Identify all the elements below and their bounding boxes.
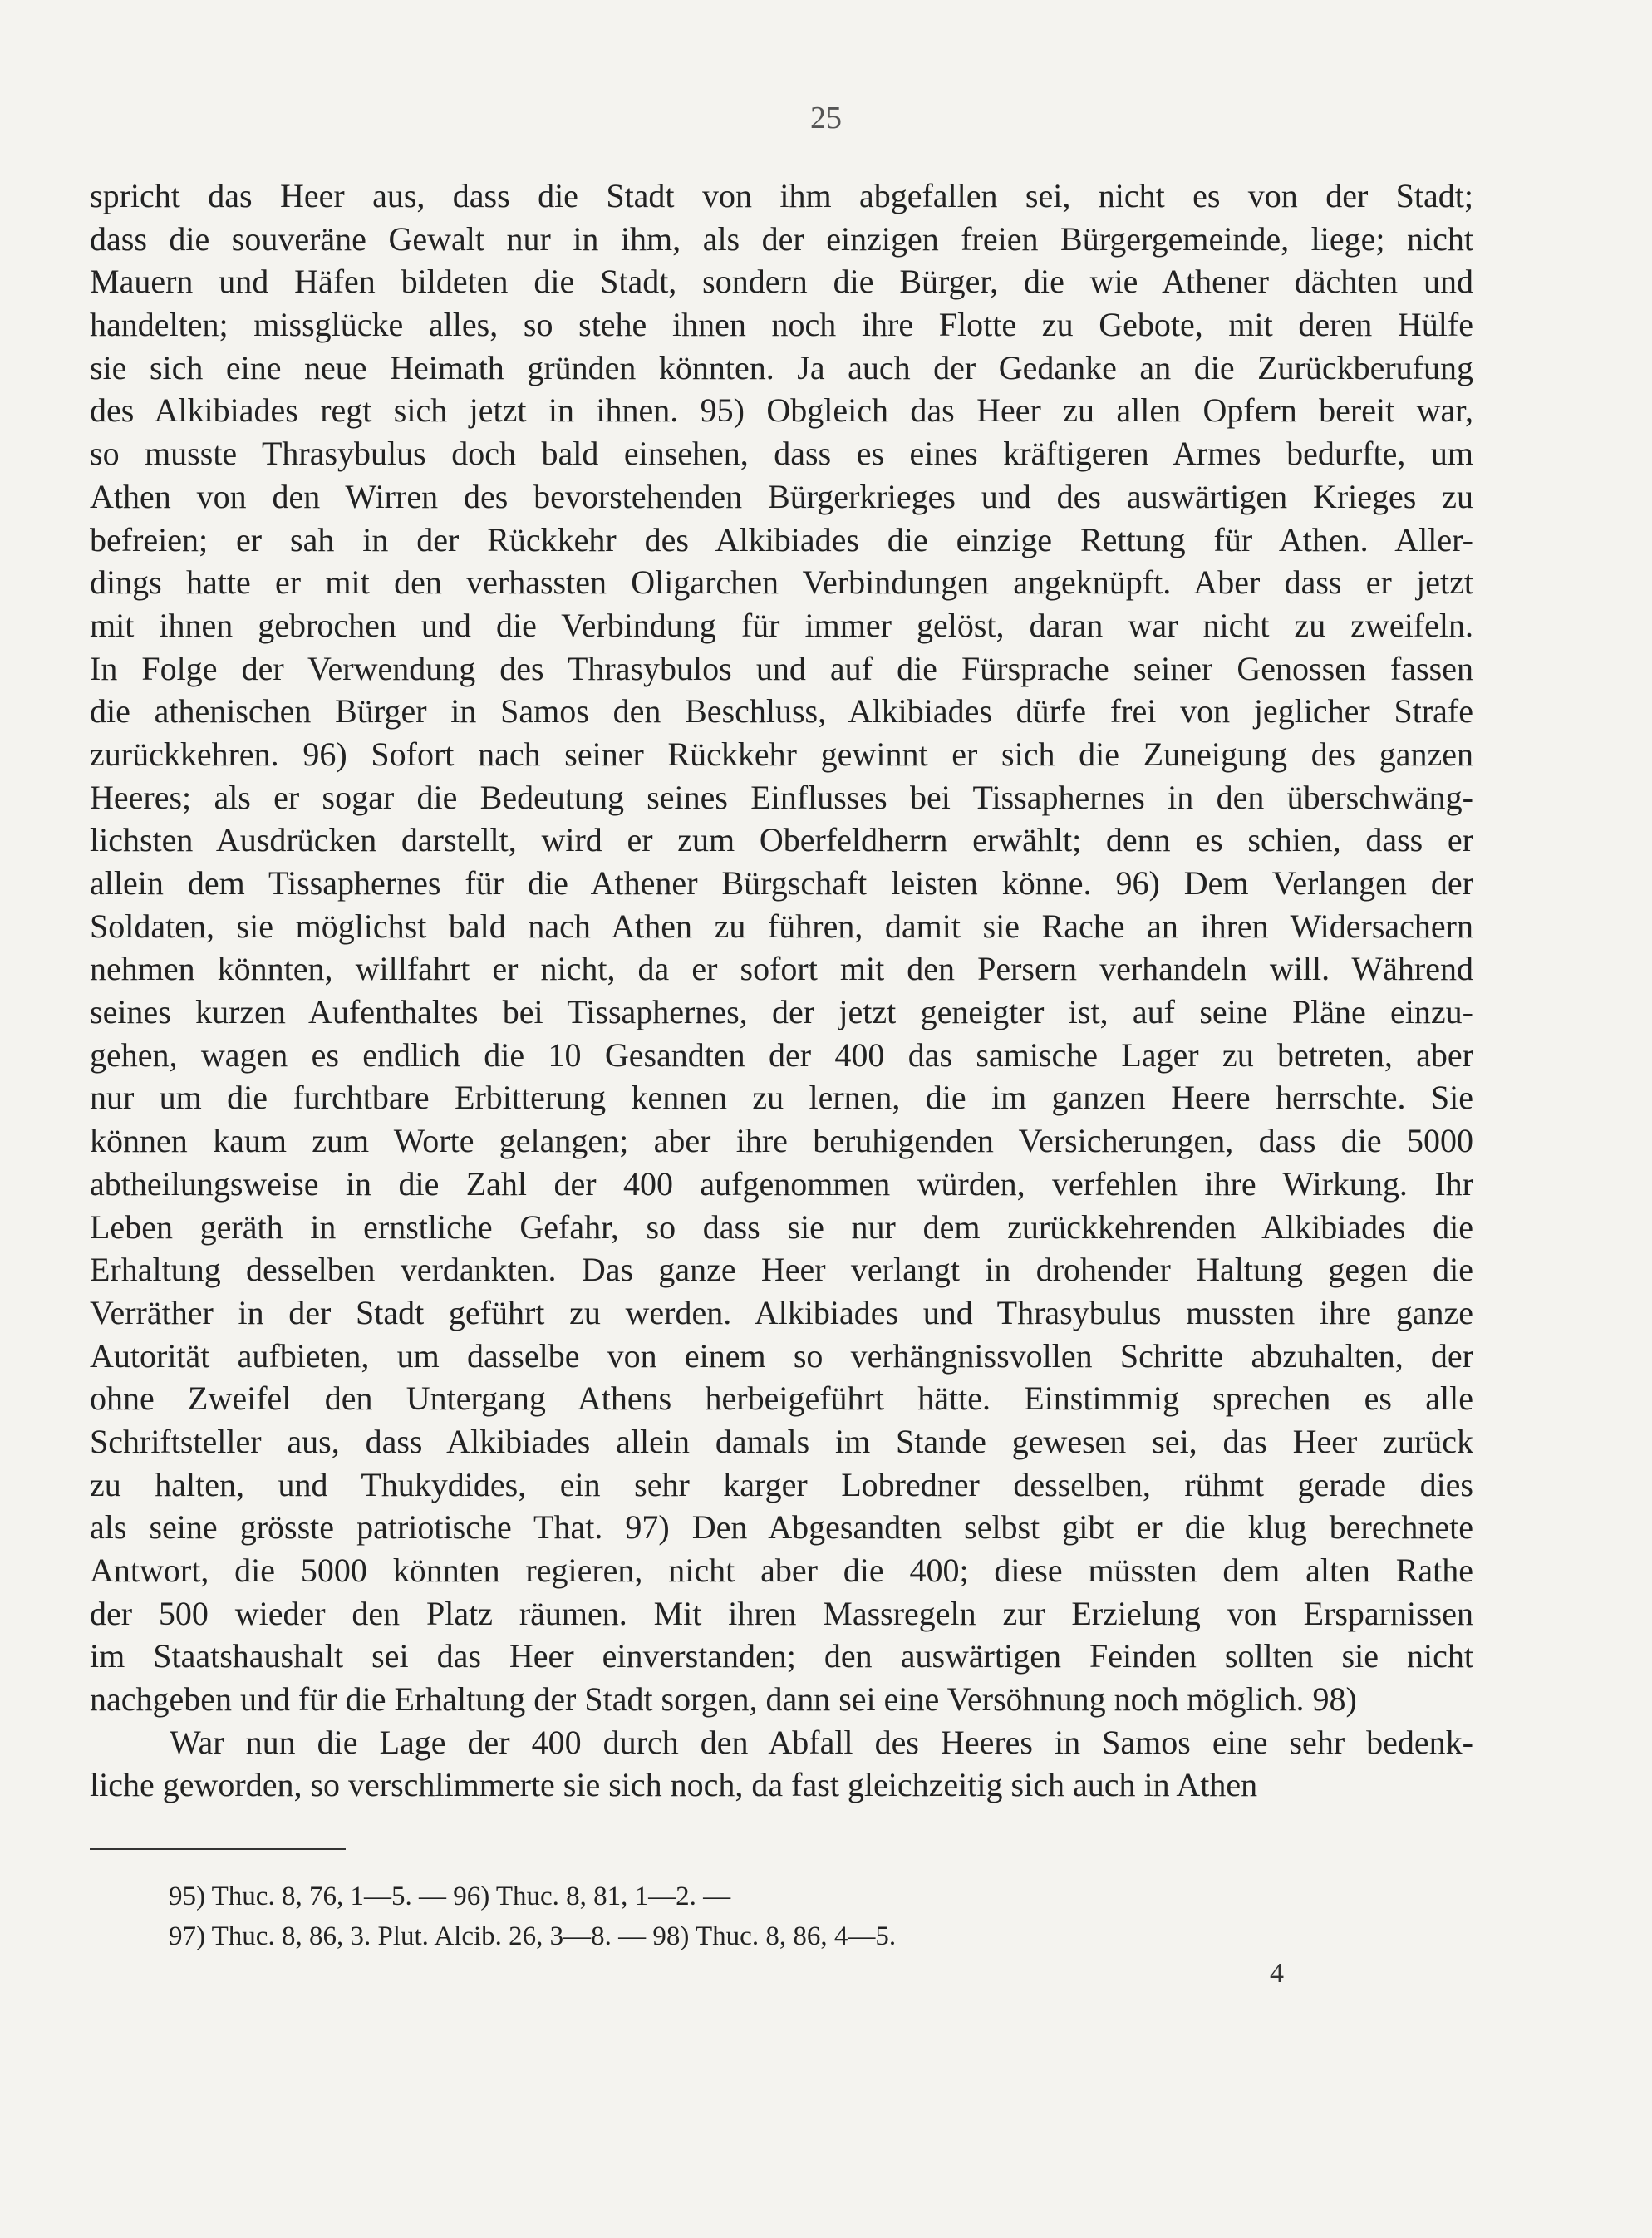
text-line: allein dem Tissaphernes für die Athener Bürgschaft leisten könne. 96) Dem Verlangen der <box>90 864 1473 902</box>
text-line: des Alkibiades regt sich jetzt in ihnen. 95) Obgleich das Heer zu allen Opfern bereit war, <box>90 391 1473 430</box>
text-line: befreien; er sah in der Rückkehr des Alkibiades die einzige Rettung für Athen. Aller- <box>90 520 1473 558</box>
body-text <box>90 175 1473 1807</box>
text-line: War nun die Lage der 400 durch den Abfall des Heeres in Samos eine sehr bedenk- <box>170 1723 1473 1761</box>
text-line: Autorität aufbieten, um dasselbe von einem so verhängnissvollen Schritte abzuhalten, der <box>90 1336 1473 1375</box>
text-line: In Folge der Verwendung des Thrasybulos und auf die Fürsprache seiner Genossen fassen <box>90 649 1473 687</box>
footnote-line: 95) Thuc. 8, 76, 1—5. — 96) Thuc. 8, 81, 1—2. — <box>169 1881 731 1911</box>
text-line: handelten; missglücke alles, so stehe ihnen noch ihre Flotte zu Gebote, mit deren Hülfe <box>90 306 1473 344</box>
text-line: können kaum zum Worte gelangen; aber ihre beruhigenden Versicherungen, dass die 5000 <box>90 1122 1473 1160</box>
text-line: im Staatshaushalt sei das Heer einverstanden; den auswärtigen Feinden sollten sie nicht <box>90 1637 1473 1675</box>
text-line: dass die souveräne Gewalt nur in ihm, als der einzigen freien Bürgergemeinde, liege; nicht <box>90 219 1473 258</box>
footnotes <box>169 1876 1415 1956</box>
text-line: Leben geräth in ernstliche Gefahr, so dass sie nur dem zurückkehrenden Alkibiades die <box>90 1208 1473 1246</box>
text-line: zurückkehren. 96) Sofort nach seiner Rückkehr gewinnt er sich die Zuneigung des ganzen <box>90 735 1473 773</box>
text-line: Erhaltung desselben verdankten. Das ganze Heer verlangt in drohender Haltung gegen die <box>90 1251 1473 1289</box>
text-line: sie sich eine neue Heimath gründen könnten. Ja auch der Gedanke an die Zurückberufung <box>90 348 1473 386</box>
text-line: Mauern und Häfen bildeten die Stadt, sondern die Bürger, die wie Athener dächten und <box>90 263 1473 301</box>
footnote-rule <box>90 1848 346 1850</box>
signature-mark: 4 <box>1270 1958 1284 1989</box>
text-line: die athenischen Bürger in Samos den Beschluss, Alkibiades dürfe frei von jeglicher Strafe <box>90 692 1473 730</box>
text-line: nehmen könnten, willfahrt er nicht, da er sofort mit den Persern verhandeln will. Während <box>90 950 1473 988</box>
text-line: lichsten Ausdrücken darstellt, wird er zum Oberfeldherrn erwählt; denn es schien, dass er <box>90 821 1473 859</box>
text-line: seines kurzen Aufenthaltes bei Tissaphernes, der jetzt geneigter ist, auf seine Pläne einzu- <box>90 993 1473 1031</box>
text-line: Heeres; als er sogar die Bedeutung seines Einflusses bei Tissaphernes in den überschwäng- <box>90 778 1473 816</box>
text-line: gehen, wagen es endlich die 10 Gesandten der 400 das samische Lager zu betreten, aber <box>90 1035 1473 1074</box>
text-line: liche geworden, so verschlimmerte sie sich noch, da fast gleichzeitig sich auch in Athen <box>90 1766 1258 1804</box>
text-line: zu halten, und Thukydides, ein sehr karger Lobredner desselben, rühmt gerade dies <box>90 1465 1473 1503</box>
text-line: Soldaten, sie möglichst bald nach Athen zu führen, damit sie Rache an ihren Widersachern <box>90 907 1473 945</box>
text-line: als seine grösste patriotische That. 97) Den Abgesandten selbst gibt er die klug berechnete <box>90 1508 1473 1547</box>
text-line: nur um die furchtbare Erbitterung kennen zu lernen, die im ganzen Heere herrschte. Sie <box>90 1079 1473 1117</box>
footnote-line: 97) Thuc. 8, 86, 3. Plut. Alcib. 26, 3—8. — 98) Thuc. 8, 86, 4—5. <box>169 1921 897 1951</box>
text-line: ohne Zweifel den Untergang Athens herbeigeführt hätte. Einstimmig sprechen es alle <box>90 1380 1473 1418</box>
text-line: nachgeben und für die Erhaltung der Stadt sorgen, dann sei eine Versöhnung noch möglich. 98) <box>90 1680 1357 1719</box>
text-line: spricht das Heer aus, dass die Stadt von ihm abgefallen sei, nicht es von der Stadt; <box>90 177 1473 214</box>
text-line: Verräther in der Stadt geführt zu werden. Alkibiades und Thrasybulus mussten ihre ganze <box>90 1293 1473 1331</box>
text-line: dings hatte er mit den verhassten Oligarchen Verbindungen angeknüpft. Aber dass er jetzt <box>90 563 1473 602</box>
text-line: Schriftsteller aus, dass Alkibiades allein damals im Stande gewesen sei, das Heer zurück <box>90 1422 1473 1460</box>
text-line: Athen von den Wirren des bevorstehenden Bürgerkrieges und des auswärtigen Krieges zu <box>90 477 1473 515</box>
text-line: mit ihnen gebrochen und die Verbindung für immer gelöst, daran war nicht zu zweifeln. <box>90 606 1473 644</box>
page-number: 25 <box>810 101 842 135</box>
text-line: abtheilungsweise in die Zahl der 400 aufgenommen würden, verfehlen ihre Wirkung. Ihr <box>90 1164 1473 1203</box>
text-line: der 500 wieder den Platz räumen. Mit ihren Massregeln zur Erzielung von Ersparnissen <box>90 1594 1473 1632</box>
text-line: so musste Thrasybulus doch bald einsehen, dass es eines kräftigeren Armes bedurfte, um <box>90 435 1473 473</box>
text-line: Antwort, die 5000 könnten regieren, nicht aber die 400; diese müssten dem alten Rathe <box>90 1552 1473 1589</box>
